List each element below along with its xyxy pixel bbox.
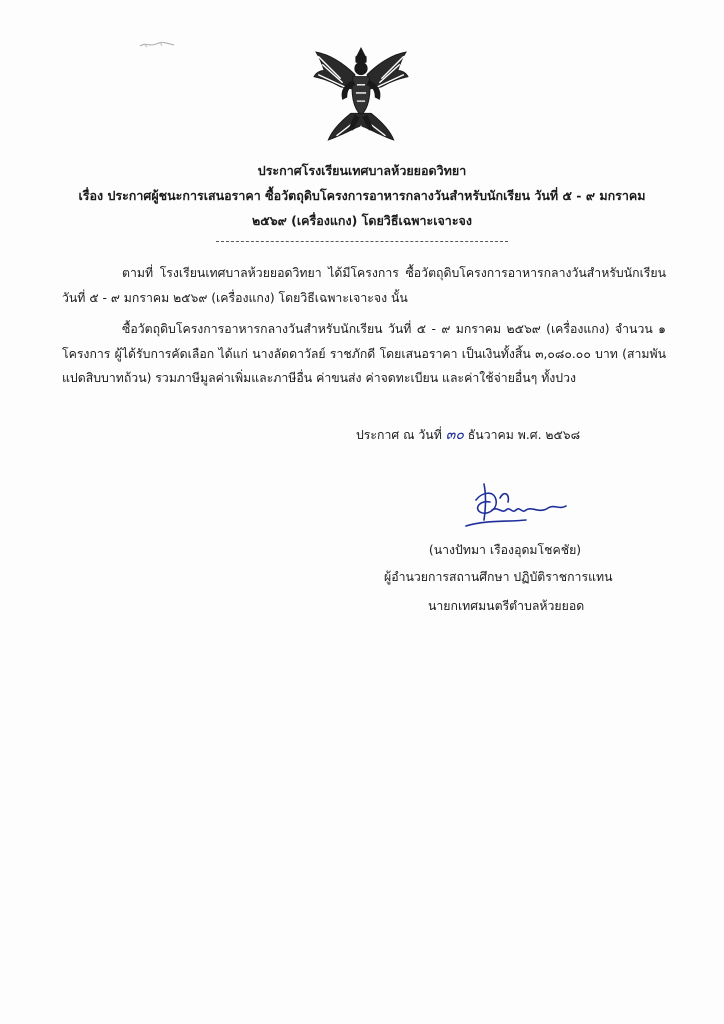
date-prefix: ประกาศ ณ วันที่	[356, 428, 442, 442]
subject-line-1: เรื่อง ประกาศผู้ชนะการเสนอราคา ซื้อวัตถุดิบโครงการอาหารกลางวันสำหรับนักเรียน วันที่ ๕ - ๙ มกราคม	[78, 188, 646, 203]
signatory-position-2: นายกเทศมนตรีตำบลห้วยยอด	[428, 599, 585, 613]
handwritten-signature	[456, 480, 576, 540]
announcement-date	[356, 424, 580, 446]
date-suffix: ธันวาคม พ.ศ. ๒๕๖๘	[467, 428, 581, 442]
date-day-handwritten: ๓๐	[445, 427, 464, 443]
divider	[216, 241, 508, 242]
signatory-position-1: ผู้อำนวยการสถานศึกษา ปฏิบัติราชการแทน	[384, 570, 613, 584]
pencil-mark	[138, 38, 178, 50]
announcement-title: ประกาศโรงเรียนเทศบาลห้วยยอดวิทยา	[257, 163, 467, 178]
body-paragraph-1: ตามที่ โรงเรียนเทศบาลห้วยยอดวิทยา ได้มีโครงการ ซื้อวัตถุดิบโครงการอาหารกลางวันสำหรับนักเรียน วันที่ ๕ - ๙ มกราคม ๒๕๖๙ (เครื่องแกง) โดยวิธีเฉพาะเจาะจง นั้น	[62, 266, 666, 305]
signatory-name: (นางปัทมา เรืองอุดมโชคชัย)	[428, 543, 582, 557]
garuda-emblem-icon	[310, 44, 412, 146]
subject-line-2: ๒๕๖๙ (เครื่องแกง) โดยวิธีเฉพาะเจาะจง	[252, 213, 472, 228]
body-paragraph-2: ซื้อวัตถุดิบโครงการอาหารกลางวันสำหรับนักเรียน วันที่ ๕ - ๙ มกราคม ๒๕๖๙ (เครื่องแกง) จำนวน ๑ โครงการ ผู้ได้รับการคัดเลือก ได้แก่ นางลัดดาวัลย์ ราชภักดี โดยเสนอราคา เป็นเงินทั้งสิ้น ๓,๐๘๐.๐๐ บาท (สามพันแปดสิบบาทถ้วน) รวมภาษีมูลค่าเพิ่มและภาษีอื่น ค่าขนส่ง ค่าจดทะเบียน และค่าใช้จ่ายอื่นๆ ทั้งปวง	[62, 322, 666, 385]
